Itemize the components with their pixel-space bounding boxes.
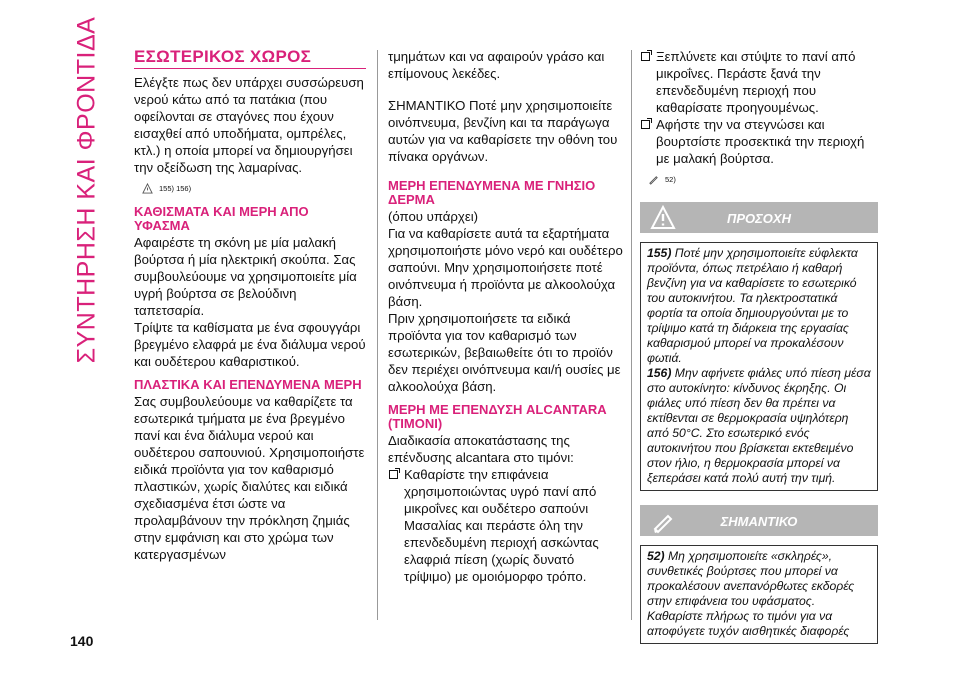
paragraph: (όπου υπάρχει) [388, 209, 479, 224]
paragraph: Σας συμβουλεύουμε να καθαρίζετε τα εσωτερικά τμήματα με ένα βρεγμένο πανί και ένα διάλυμα νερού και ουδέτερου σαπουνιού. Χρησιμοποιήστε ειδικά προϊόντα για τον καθαρισμό πλαστικών, χωρίς διαλύτες και ειδικά σχεδιασμένα έτσι ώστε να προλαμβάνουν την πρόκληση ζημιάς στην εμφάνιση και στο χρώμα των κατεργασμένων [134, 394, 365, 562]
section-heading: ΕΣΩΤΕΡΙΚΟΣ ΧΩΡΟΣ [134, 48, 366, 69]
important-banner: ΣΗΜΑΝΤΙΚΟ [640, 505, 878, 536]
subheading-fabric: ΚΑΘΙΣΜΑΤΑ ΚΑΙ ΜΕΡΗ ΑΠΟ ΥΦΑΣΜΑ [134, 204, 309, 233]
subheading-plastic: ΠΛΑΣΤΙΚΑ ΚΑΙ ΕΠΕΝΔΥΜΕΝΑ ΜΕΡΗ [134, 377, 362, 392]
list-item: Αφήστε την να στεγνώσει και βουρτσίστε προσεκτικά την περιοχή με μαλακή βούρτσα. [640, 116, 878, 167]
pen-icon [648, 174, 659, 185]
subheading-leather: ΜΕΡΗ ΕΠΕΝΔΥΜΕΝΑ ΜΕ ΓΝΗΣΙΟ ΔΕΡΜΑ [388, 178, 596, 207]
page-number: 140 [70, 633, 94, 649]
warning-triangle-icon [142, 183, 153, 194]
list-item: Ξεπλύνετε και στύψτε το πανί από μικροΐνες. Περάστε ξανά την επενδεδυμένη περιοχή που καθαρίσατε προηγουμένως. [640, 48, 878, 116]
important-refs: 52) [648, 171, 878, 188]
important-box: 52) Μη χρησιμοποιείτε «σκληρές», συνθετικές βούρτσες που μπορεί να προκαλέσουν ανεπανόρθωτες εκδορές στην επιφάνεια του υφάσματος. Καθαρίστε πλήρως το τιμόνι για να αποφύγετε τυχόν αισθητικές διαφορές [640, 545, 878, 644]
column-right [640, 48, 878, 644]
warning-banner: ΠΡΟΣΟΧΗ [640, 202, 878, 233]
bullet-square-icon [389, 470, 398, 479]
note-number: 52) [647, 549, 665, 563]
warning-refs: 155) 156) [142, 180, 366, 197]
list-item: Καθαρίστε την επιφάνεια χρησιμοποιώντας υγρό πανί από μικροΐνες και ουδέτερο σαπούνι Μασαλίας και περάστε όλη την επενδεδυμένη περιοχή ασκώντας ελαφριά πίεση (χωρίς δυνατό τρίψιμο) με ομοιόμορφο τρόπο. [388, 466, 624, 585]
paragraph: Τρίψτε τα καθίσματα με ένα σφουγγάρι βρεγμένο ελαφρά με ένα διάλυμα νερού και ουδέτερου καθαριστικού. [134, 320, 366, 369]
bullet-square-icon [641, 120, 650, 129]
column-middle [388, 48, 624, 585]
paragraph: τμημάτων και να αφαιρούν γράσο και επίμονους λεκέδες. [388, 49, 605, 81]
note-number: 155) [647, 246, 672, 260]
note-number: 156) [647, 366, 672, 380]
intro-paragraph: Ελέγξτε πως δεν υπάρχει συσσώρευση νερού κάτω από τα πατάκια (που οφείλονται σε σταγόνες που έχουν εισαχθεί από υποδήματα, ομπρέλες, κτλ.) η οποία μπορεί να δημιουργήσει την οξείδωση της λαμαρίνας. [134, 75, 364, 175]
subheading-alcantara: ΜΕΡΗ ΜΕ ΕΠΕΝΔΥΣΗ ALCANTARA (ΤΙΜΟΝΙ) [388, 402, 607, 431]
column-left [134, 48, 366, 563]
column-divider [377, 50, 378, 620]
warning-box: 155) Ποτέ μην χρησιμοποιείτε εύφλεκτα προϊόντα, όπως πετρέλαιο ή καθαρή βενζίνη για να καθαρίσετε το εσωτερικό του αυτοκινήτου. Τα ηλεκτροστατικά φορτία τα οποία δημιουργούνται με το τρίψιμο κατά τη διάρκεια της εργασίας καθαρισμού μπορεί να προκαλέσουν φωτιά. 156) Μην αφήνετε φιάλες υπό πίεση μέσα στο αυτοκίνητο: κίνδυνος έκρηξης. Οι φιάλες υπό πίεση δεν θα πρέπει να εκτίθενται σε θερμοκρασία υψηλότερη από 50°C. Στο εσωτερικό ενός αυτοκινήτου που βρίσκεται εκτεθειμένο στον ήλιο, η θερμοκρασία μπορεί να ξεπεράσει κατά πολύ αυτή την τιμή. [640, 242, 878, 491]
paragraph: Διαδικασία αποκατάστασης της επένδυσης alcantara στο τιμόνι: [388, 433, 574, 465]
paragraph: Πριν χρησιμοποιήσετε τα ειδικά προϊόντα για τον καθαρισμό των εσωτερικών, βεβαιωθείτε ότι το προϊόν δεν περιέχει οινόπνευμα και/ή ουσίες με αλκοολούχα βάση. [388, 311, 621, 394]
column-divider [631, 50, 632, 620]
paragraph: Αφαιρέστε τη σκόνη με μία μαλακή βούρτσα ή μία ηλεκτρική σκούπα. Σας συμβουλεύουμε να χρησιμοποιείτε μία υγρή βούρτσα σε βελούδινη ταπετσαρία. [134, 235, 357, 318]
section-side-title: ΣΥΝΤΗΡΗΣΗ ΚΑΙ ΦΡΟΝΤΙΔΑ [72, 16, 101, 364]
paragraph: Για να καθαρίσετε αυτά τα εξαρτήματα χρησιμοποιήστε μόνο νερό και ουδέτερο σαπούνι. Μην χρησιμοποιήσετε ποτέ οινόπνευμα ή προϊόντα με αλκοολούχα βάση. [388, 226, 623, 309]
bullet-square-icon [641, 52, 650, 61]
important-note: ΣΗΜΑΝΤΙΚΟ Ποτέ μην χρησιμοποιείτε οινόπνευμα, βενζίνη και τα παράγωγα αυτών για να καθαρίσετε την οθόνη του πίνακα οργάνων. [388, 98, 618, 164]
